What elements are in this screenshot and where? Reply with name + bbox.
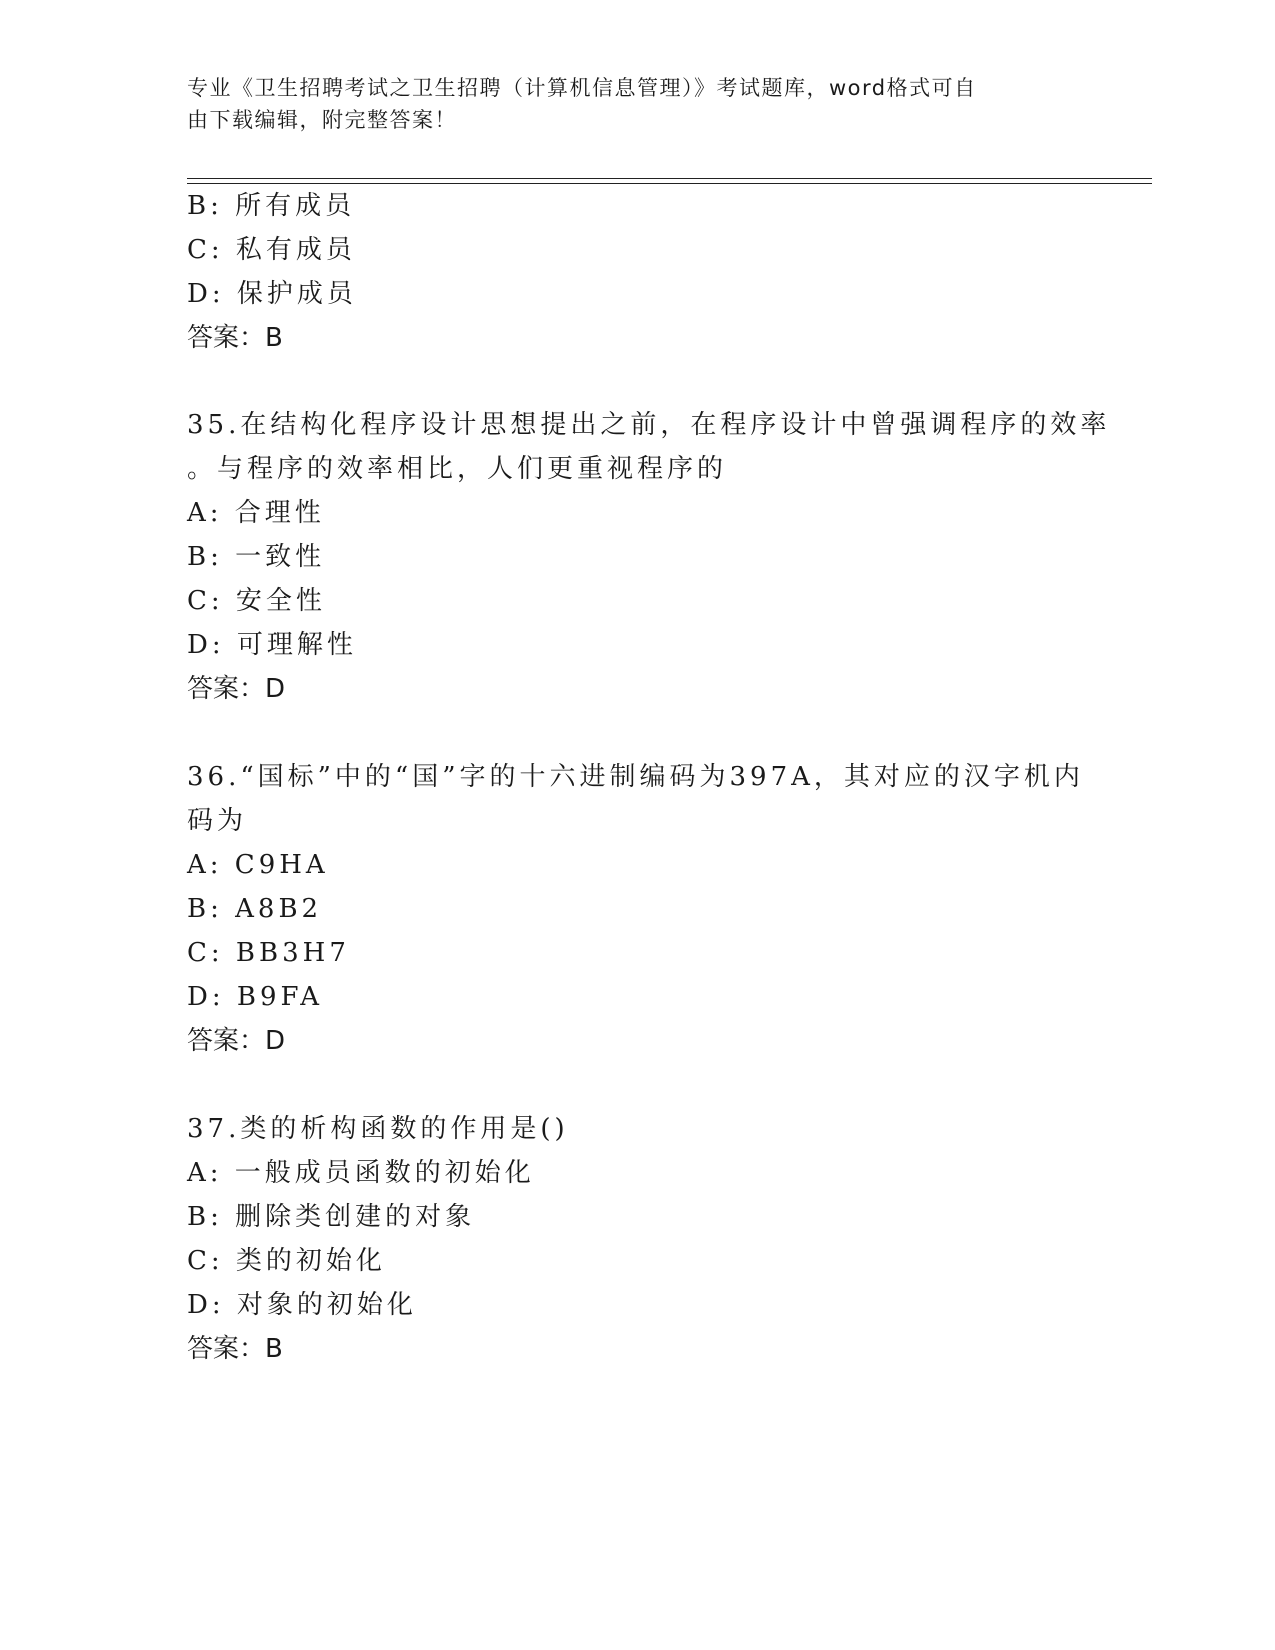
question-35-option-d: D: 可理解性 xyxy=(187,630,357,660)
option-c: C: 私有成员 xyxy=(187,235,356,265)
header-intro-line-1: 专业《卫生招聘考试之卫生招聘（计算机信息管理）》考试题库，word格式可自 xyxy=(187,76,977,100)
document-header xyxy=(187,72,1067,136)
question-36-option-d: D: B9FA xyxy=(187,982,324,1012)
option-b: B: 所有成员 xyxy=(187,191,356,221)
question-35-answer: 答案：D xyxy=(187,674,286,704)
question-37-option-c: C: 类的初始化 xyxy=(187,1246,386,1276)
question-36-answer: 答案：D xyxy=(187,1026,286,1056)
question-37-stem-line-1: 37.类的析构函数的作用是() xyxy=(187,1114,569,1144)
question-36-option-a: A: C9HA xyxy=(187,850,329,880)
answer-label: 答案：B xyxy=(187,323,283,353)
option-d: D: 保护成员 xyxy=(187,279,357,309)
header-divider-bottom xyxy=(187,183,1152,184)
question-35-stem-line-2: 。与程序的效率相比，人们更重视程序的 xyxy=(187,454,728,484)
question-37-option-b: B: 删除类创建的对象 xyxy=(187,1202,476,1232)
question-35-option-b: B: 一致性 xyxy=(187,542,326,572)
question-37-option-a: A: 一般成员函数的初始化 xyxy=(187,1158,535,1188)
question-37-option-d: D: 对象的初始化 xyxy=(187,1290,417,1320)
header-divider-top xyxy=(187,178,1152,179)
question-36-stem-line-2: 码为 xyxy=(187,806,248,836)
question-37-answer: 答案：B xyxy=(187,1334,283,1364)
question-35-option-c: C: 安全性 xyxy=(187,586,326,616)
question-36-stem-line-1: 36.“国标”中的“国”字的十六进制编码为397A，其对应的汉字机内 xyxy=(187,762,1084,792)
question-35-option-a: A: 合理性 xyxy=(187,498,325,528)
question-36-option-b: B: A8B2 xyxy=(187,894,323,924)
header-intro-line-2: 由下载编辑，附完整答案！ xyxy=(187,108,457,132)
question-36-option-c: C: BB3H7 xyxy=(187,938,350,968)
question-35-stem-line-1: 35.在结构化程序设计思想提出之前，在程序设计中曾强调程序的效率 xyxy=(187,410,1111,440)
